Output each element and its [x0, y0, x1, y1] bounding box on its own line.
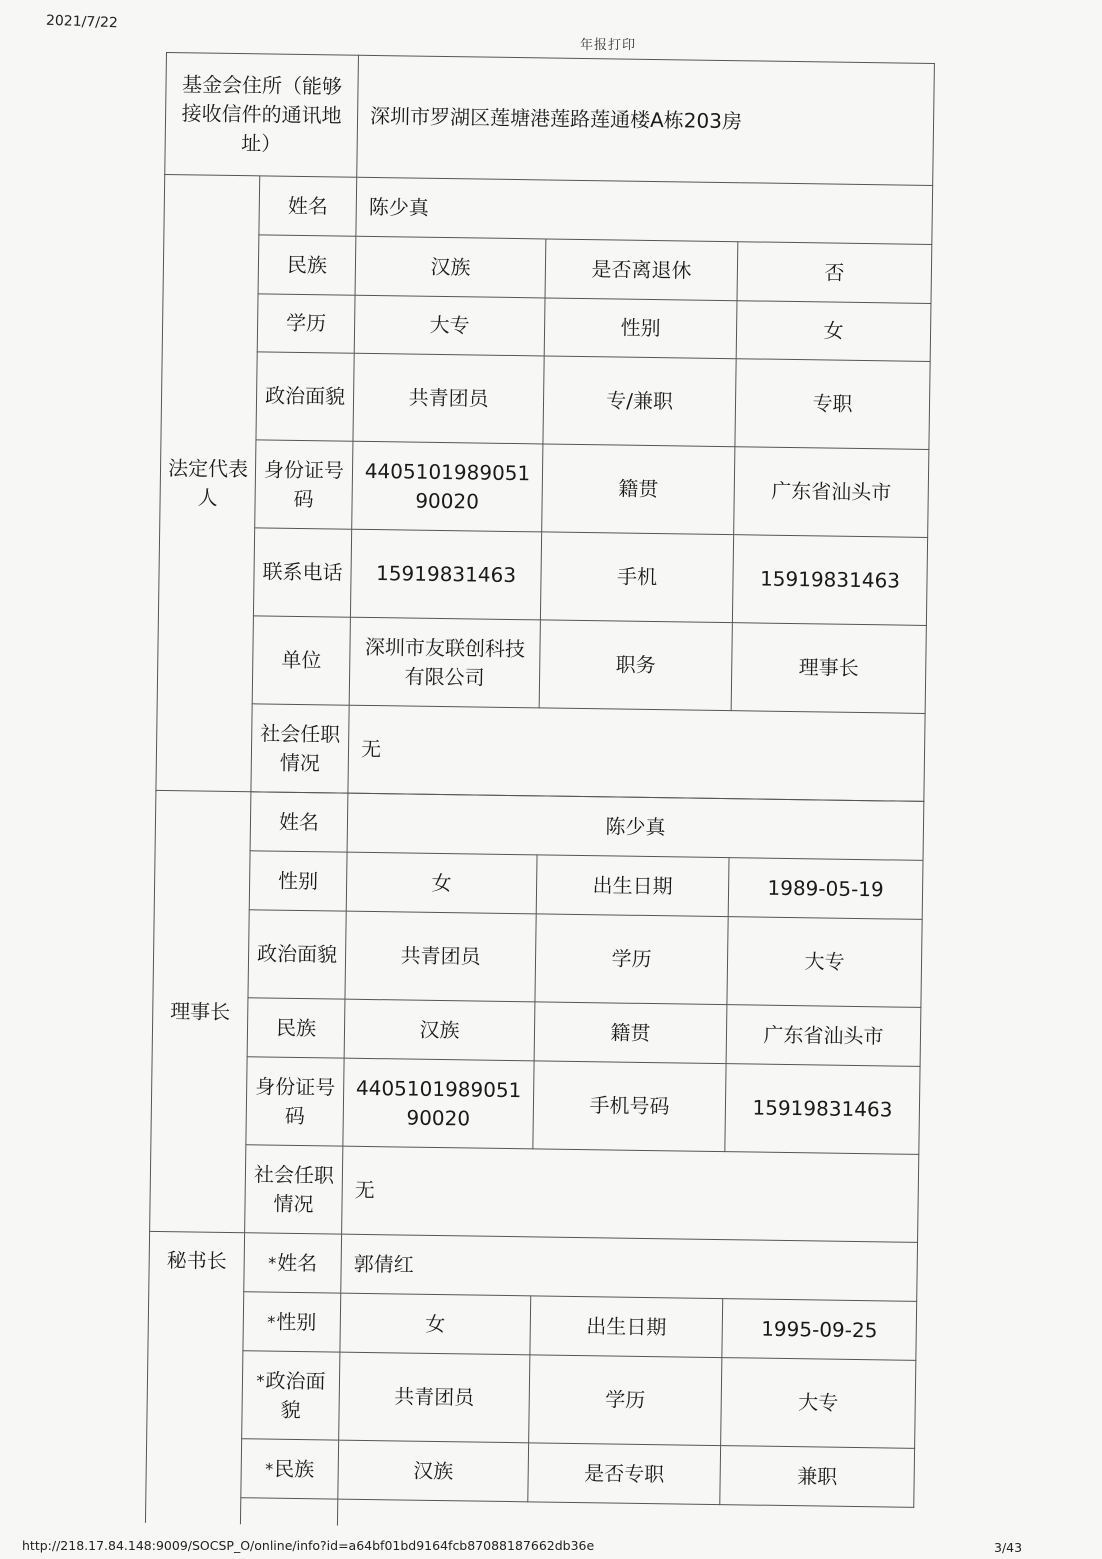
address-row — [165, 53, 935, 186]
legal-rep-position-label: 职务 — [539, 620, 732, 711]
chairman-native-place: 广东省汕头市 — [726, 1005, 921, 1067]
chairman-id-label: 身份证号码 — [246, 1057, 344, 1146]
chairman-mobile-label: 手机号码 — [533, 1061, 726, 1152]
legal-rep-employer-label: 单位 — [252, 616, 350, 705]
print-date: 2021/7/22 — [45, 12, 119, 32]
chairman-name-label: 姓名 — [250, 792, 348, 852]
secretary-row-gender — [148, 1290, 917, 1360]
legal-rep-fulltime: 专职 — [735, 359, 930, 450]
secretary-name: 郭倩红 — [341, 1234, 918, 1301]
required-mark: * — [267, 1312, 276, 1332]
legal-rep-political: 共青团员 — [353, 353, 544, 444]
legal-rep-employer: 深圳市友联创科技有限公司 — [349, 617, 540, 708]
chairman-social-label: 社会任职情况 — [245, 1145, 343, 1234]
secretary-row-political — [147, 1349, 916, 1448]
legal-rep-retired-label: 是否离退休 — [545, 239, 738, 301]
legal-rep-phone-label: 联系电话 — [253, 528, 351, 617]
legal-rep-id-label: 身份证号码 — [255, 440, 353, 529]
chairman-row-gender — [154, 849, 923, 919]
legal-rep-political-label: 政治面貌 — [256, 352, 354, 441]
form-table — [145, 52, 935, 1533]
secretary-gender: 女 — [340, 1293, 531, 1355]
legal-rep-ethnicity-label: 民族 — [258, 235, 356, 295]
chairman-ethnicity: 汉族 — [344, 999, 535, 1061]
legal-rep-phone: 15919831463 — [350, 529, 541, 620]
chairman-row-name — [155, 790, 924, 860]
chairman-row-id — [151, 1055, 920, 1154]
secretary-ethnicity-label: 民族 — [274, 1456, 315, 1481]
secretary-name-label-cell — [244, 1233, 342, 1293]
legal-rep-ethnicity: 汉族 — [355, 236, 546, 298]
chairman-row-ethnicity — [152, 996, 921, 1066]
chairman-education-label: 学历 — [535, 914, 728, 1005]
chairman-native-label: 籍贯 — [534, 1002, 727, 1064]
secretary-fulltime-label: 是否专职 — [528, 1443, 721, 1505]
address-value: 深圳市罗湖区莲塘港莲路莲通楼A栋203房 — [357, 55, 935, 185]
chairman-row-political — [153, 908, 922, 1007]
legal-rep-row-name — [164, 174, 933, 244]
annual-report-form — [145, 52, 934, 1533]
legal-rep-id-number: 440510198905190020 — [352, 441, 543, 532]
legal-rep-retired: 否 — [737, 242, 932, 304]
document-title: 年报打印 — [580, 38, 637, 53]
chairman-row-social — [150, 1143, 919, 1242]
secretary-birth-label: 出生日期 — [530, 1296, 723, 1358]
legal-rep-education: 大专 — [354, 295, 545, 356]
secretary-education: 大专 — [721, 1358, 916, 1449]
legal-rep-group-label: 法定代表人 — [156, 174, 260, 791]
chairman-gender: 女 — [346, 852, 537, 914]
legal-rep-name-label: 姓名 — [259, 176, 357, 236]
secretary-gender-label: 性别 — [276, 1309, 317, 1334]
secretary-political: 共青团员 — [339, 1352, 530, 1443]
chairman-birth-label: 出生日期 — [536, 855, 729, 917]
legal-rep-native-label: 籍贯 — [542, 444, 735, 535]
continued-cell — [240, 1498, 337, 1525]
secretary-row-name — [149, 1231, 918, 1301]
legal-rep-row-employer — [157, 614, 926, 713]
chairman-group-label: 理事长 — [150, 790, 251, 1232]
chairman-political-label: 政治面貌 — [248, 910, 346, 999]
legal-rep-row-political — [161, 350, 930, 449]
legal-rep-fulltime-label: 专/兼职 — [543, 356, 736, 447]
secretary-group-label: 秘书长 — [145, 1231, 244, 1523]
legal-rep-row-social — [156, 702, 925, 801]
required-mark: * — [265, 1459, 274, 1479]
secretary-education-label: 学历 — [529, 1355, 722, 1446]
secretary-gender-label-cell — [243, 1292, 341, 1352]
footer-url: http://218.17.84.148:9009/SOCSP_O/online/info?id=a64bf01bd9164fcb87088187662db36e — [22, 1538, 595, 1553]
secretary-birth-date: 1995-09-25 — [722, 1299, 917, 1361]
required-mark: * — [268, 1253, 277, 1273]
legal-rep-mobile-label: 手机 — [540, 532, 733, 623]
secretary-fulltime: 兼职 — [720, 1446, 915, 1508]
legal-rep-row-education — [162, 292, 931, 361]
legal-rep-position: 理事长 — [731, 623, 926, 714]
legal-rep-native-place: 广东省汕头市 — [734, 447, 929, 538]
chairman-gender-label: 性别 — [249, 851, 347, 911]
page-number: 3/43 — [994, 1540, 1023, 1555]
chairman-name: 陈少真 — [347, 793, 924, 860]
legal-rep-row-phone — [158, 526, 927, 625]
secretary-name-label: 姓名 — [277, 1250, 318, 1275]
chairman-birth-date: 1989-05-19 — [728, 858, 923, 920]
legal-rep-gender: 女 — [736, 301, 931, 362]
secretary-ethnicity: 汉族 — [338, 1440, 529, 1502]
legal-rep-social: 无 — [348, 705, 925, 801]
secretary-political-label-cell — [242, 1351, 340, 1440]
required-mark: * — [256, 1370, 265, 1391]
legal-rep-social-label: 社会任职情况 — [251, 704, 349, 793]
chairman-ethnicity-label: 民族 — [247, 998, 345, 1058]
legal-rep-name: 陈少真 — [356, 177, 933, 244]
secretary-political-label: 政治面貌 — [265, 1368, 326, 1422]
legal-rep-mobile: 15919831463 — [732, 535, 927, 626]
chairman-id-number: 440510198905190020 — [343, 1058, 534, 1149]
legal-rep-row-id — [160, 438, 929, 537]
chairman-political: 共青团员 — [345, 911, 536, 1002]
legal-rep-education-label: 学历 — [257, 294, 355, 353]
chairman-education: 大专 — [727, 917, 922, 1008]
secretary-ethnicity-label-cell — [241, 1439, 339, 1499]
secretary-row-ethnicity — [146, 1437, 915, 1507]
legal-rep-gender-label: 性别 — [544, 298, 737, 359]
chairman-mobile: 15919831463 — [725, 1064, 920, 1155]
legal-rep-row-ethnicity — [163, 233, 932, 303]
chairman-social: 无 — [342, 1146, 919, 1242]
address-label: 基金会住所（能够接收信件的通讯地址） — [165, 53, 359, 178]
